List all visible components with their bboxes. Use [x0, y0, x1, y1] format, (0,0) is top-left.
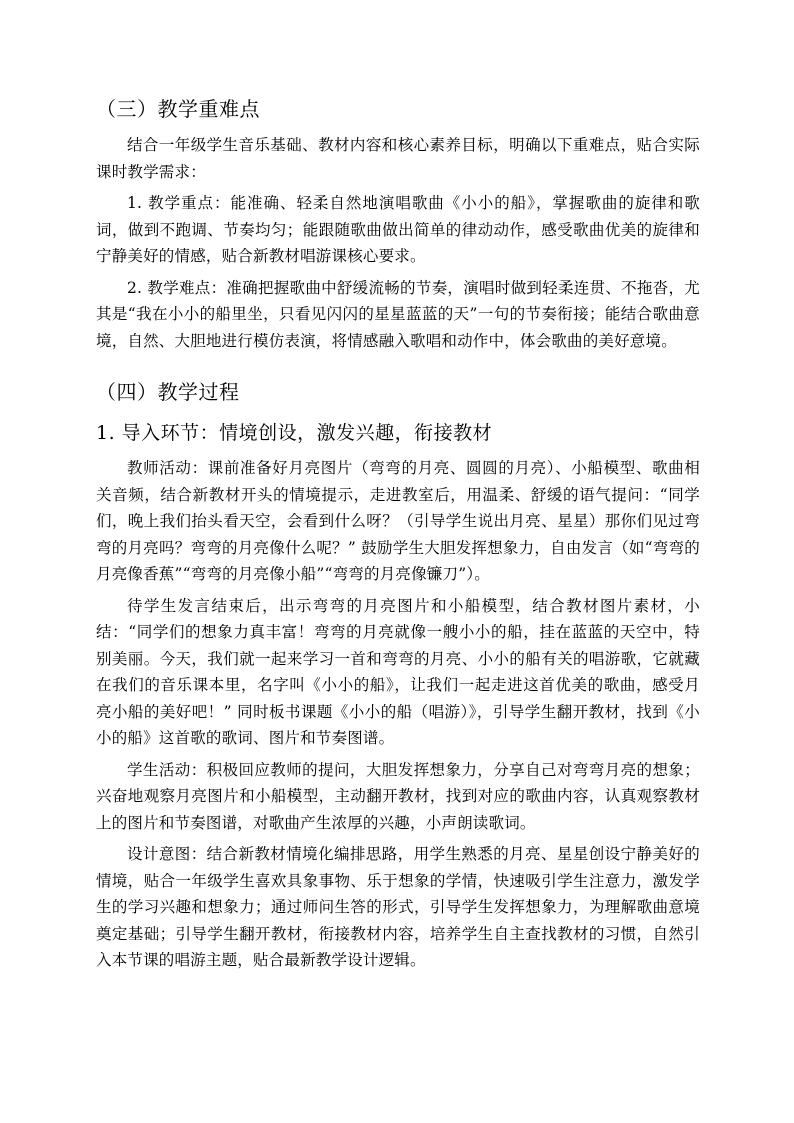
teacher-summary-paragraph: 待学生发言结束后，出示弯弯的月亮图片和小船模型，结合教材图片素材，小结：“同学们的想象力真丰富！弯弯的月亮就像一艘小小的船，挂在蓝蓝的天空中，特别美丽。今天，我们就一起来学习一首和弯弯的月亮、小小的船有关的唱游歌，它就藏在我们的音乐课本里，名字叫《小小的船》，让我们一起走进这首优美的歌曲，感受月亮小船的美好吧！” 同时板书课题《小小的船（唱游）》，引导学生翻开教材，找到《小小的船》这首歌的歌词、图片和节奏图谱。: [96, 596, 700, 747]
document-body: [96, 92, 700, 979]
difficult-point-paragraph: 2. 教学难点：准确把握歌曲中舒缓流畅的节奏，演唱时做到轻柔连贯、不拖沓，尤其是“我在小小的船里坐，只看见闪闪的星星蓝蓝的天”一句的节奏衔接；能结合歌曲意境，自然、大胆地进行模仿表演，将情感融入歌唱和动作中，体会歌曲的美好意境。: [96, 278, 700, 350]
step-heading-introduction: 1. 导入环节：情境创设，激发兴趣，衔接教材: [96, 422, 493, 444]
section-heading-key-points: （三）教学重难点: [96, 97, 260, 121]
section-intro-paragraph: 结合一年级学生音乐基础、教材内容和核心素养目标，明确以下重难点，贴合实际课时教学需求：: [96, 136, 700, 181]
student-activity-paragraph: 学生活动：积极回应教师的提问，大胆发挥想象力，分享自己对弯弯月亮的想象；兴奋地观察月亮图片和小船模型，主动翻开教材，找到对应的歌曲内容，认真观察教材上的图片和节奏图谱，对歌曲产生浓厚的兴趣，小声朗读歌词。: [96, 760, 700, 832]
section-heading-process: （四）教学过程: [96, 380, 240, 404]
teacher-activity-paragraph: 教师活动：课前准备好月亮图片（弯弯的月亮、圆圆的月亮）、小船模型、歌曲相关音频，结合新教材开头的情境提示，走进教室后，用温柔、舒缓的语气提问：“同学们，晚上我们抬头看天空，会看到什么呀？（引导学生说出月亮、星星）那你们见过弯弯的月亮吗？弯弯的月亮像什么呢？” 鼓励学生大胆发挥想象力，自由发言（如“弯弯的月亮像香蕉”“弯弯的月亮像小船”“弯弯的月亮像镰刀”）。: [96, 459, 700, 583]
design-intent-paragraph: 设计意图：结合新教材情境化编排思路，用学生熟悉的月亮、星星创设宁静美好的情境，贴合一年级学生喜欢具象事物、乐于想象的学情，快速吸引学生注意力，激发学生的学习兴趣和想象力；通过师问生答的形式，引导学生发挥想象力，为理解歌曲意境奠定基础；引导学生翻开教材，衔接教材内容，培养学生自主查找教材的习惯，自然引入本节课的唱游主题，贴合最新教学设计逻辑。: [96, 845, 700, 969]
section-spacer: [96, 359, 700, 375]
key-point-paragraph: 1. 教学重点：能准确、轻柔自然地演唱歌曲《小小的船》，掌握歌曲的旋律和歌词，做到不跑调、节奏均匀；能跟随歌曲做出简单的律动动作，感受歌曲优美的旋律和宁静美好的情感，贴合新教材唱游课核心要求。: [96, 194, 700, 265]
